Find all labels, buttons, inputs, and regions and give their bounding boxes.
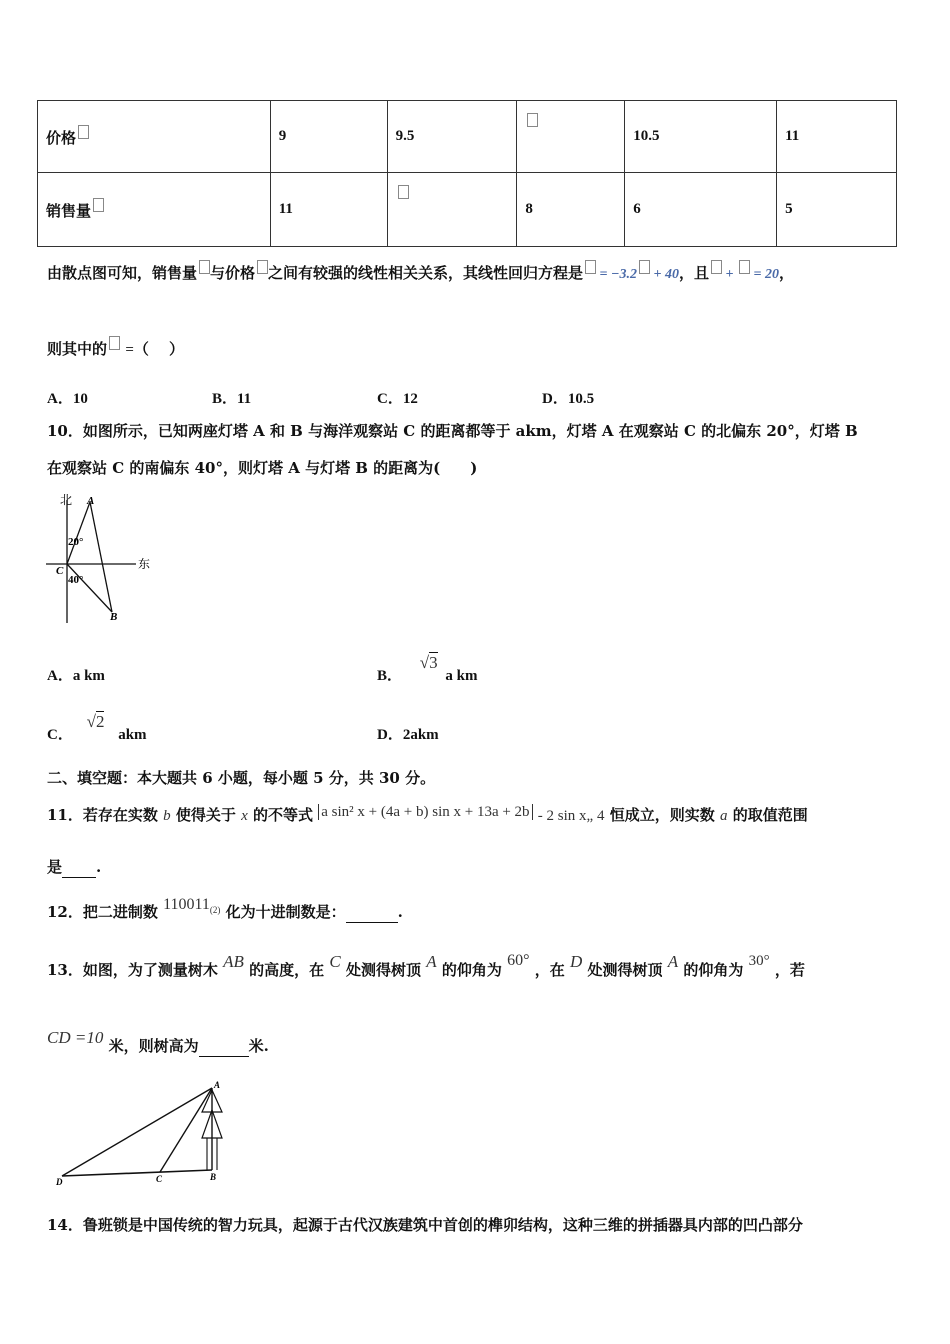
angle-20-label: 20° xyxy=(68,536,84,548)
lighthouse-figure xyxy=(40,490,160,630)
q9-eq: = xyxy=(125,342,134,358)
table-cell: 5 xyxy=(777,173,897,247)
q9-line1 xyxy=(47,260,794,285)
q9-option-a: A．10 xyxy=(47,391,88,407)
table-row-price xyxy=(38,101,897,173)
angle-40-label: 40° xyxy=(68,574,84,586)
q13-text: 的仰角为 xyxy=(683,961,744,979)
tree-figure xyxy=(50,1078,230,1188)
ground-line xyxy=(62,1170,212,1176)
q10-option-c: C． √2 akm xyxy=(47,712,147,743)
placeholder-glyph xyxy=(78,125,89,139)
q13-line2 xyxy=(47,1028,269,1057)
var-d: D xyxy=(569,952,583,971)
var-ab: AB xyxy=(223,952,244,971)
table-cell: 8 xyxy=(517,173,625,247)
q9-text: 与价格 xyxy=(210,264,256,282)
q13-text: 的高度，在 xyxy=(249,961,325,979)
var-c: C xyxy=(329,952,341,971)
q9-text: ， xyxy=(778,264,794,282)
q12-line xyxy=(47,896,403,928)
q11-text: 恒成立，则实数 xyxy=(609,806,715,824)
q10-option-a: A．a km xyxy=(47,668,105,684)
placeholder-glyph xyxy=(93,198,104,212)
placeholder-glyph xyxy=(739,260,750,274)
regression-equation: = −3.2 + 40 xyxy=(596,267,679,282)
table-cell: 11 xyxy=(270,173,387,247)
q9-option-b: B．11 xyxy=(212,391,252,407)
placeholder-glyph xyxy=(527,113,538,127)
var-b: b xyxy=(163,808,171,824)
table-cell xyxy=(517,101,625,173)
q11-text: 的取值范围 xyxy=(732,806,808,824)
q11-text: 11．若存在实数 xyxy=(47,806,158,824)
point-c-label: C xyxy=(156,1174,163,1184)
q11-line2 xyxy=(47,857,101,878)
q9-text: ，且 xyxy=(679,264,710,282)
q11-text: . xyxy=(96,858,102,876)
q13-text: 米. xyxy=(248,1037,269,1055)
q9-option-c: C．12 xyxy=(377,391,418,407)
q13-text: 13．如图，为了测量树木 xyxy=(47,961,218,979)
q9-text: 由散点图可知，销售量 xyxy=(47,264,198,282)
table-cell: 9.5 xyxy=(387,101,517,173)
q9-text: 则其中的 xyxy=(47,340,108,358)
answer-blank[interactable] xyxy=(199,1036,249,1057)
binary-number: $110011_{(2)}$ xyxy=(163,896,221,916)
q11-line1 xyxy=(47,805,808,826)
north-label: 北 xyxy=(60,493,73,507)
var-a: a xyxy=(719,808,728,824)
inequality-rhs: - 2 sin x„ 4 xyxy=(537,808,605,824)
table-cell xyxy=(387,173,517,247)
east-label: 东 xyxy=(138,557,151,571)
placeholder-glyph xyxy=(398,185,409,199)
q10-line1: 10．如图所示，已知两座灯塔 A 和 B 与海洋观察站 C 的距离都等于 akm，灯塔 A 在观察站 C 的北偏东 20°，灯塔 B xyxy=(47,422,858,440)
line-ab xyxy=(90,502,112,612)
point-a-label: A xyxy=(214,1080,221,1090)
placeholder-glyph xyxy=(109,336,120,350)
q9-text: 之间有较强的线性相关关系，其线性回归方程是 xyxy=(268,264,584,282)
line-cb xyxy=(67,564,112,612)
point-b-label: B xyxy=(210,1172,217,1182)
price-sales-table xyxy=(37,100,897,247)
q13-text: 米，则树高为 xyxy=(108,1037,199,1055)
angle-30: 30° xyxy=(748,953,770,969)
inequality-abs: a sin² x + (4a + b) sin x + 13a + 2b xyxy=(318,804,532,820)
q9-line2 xyxy=(47,336,184,360)
sum-equation: + = 20 xyxy=(722,267,779,282)
table-cell: 11 xyxy=(777,101,897,173)
q14-line1: 14．鲁班锁是中国传统的智力玩具，起源于古代汉族建筑中首创的榫卯结构，这种三维的拼插器具内部的凹凸部分 xyxy=(47,1216,803,1234)
sqrt3-symbol: √3 xyxy=(419,653,438,672)
table-cell: 6 xyxy=(625,173,777,247)
q13-text: 处测得树顶 xyxy=(345,961,421,979)
point-d-label: D xyxy=(56,1177,63,1187)
table-cell: 销售量 xyxy=(38,173,271,247)
line-ca xyxy=(67,502,90,564)
placeholder-glyph xyxy=(257,260,268,274)
q13-line1 xyxy=(47,952,805,981)
q10-option-d: D．2akm xyxy=(377,727,439,743)
placeholder-glyph xyxy=(711,260,722,274)
q13-text: ，若 xyxy=(774,961,805,979)
section-2-heading: 二、填空题：本大题共 6 小题，每小题 5 分，共 30 分。 xyxy=(47,769,436,787)
q13-text: 处测得树顶 xyxy=(587,961,663,979)
point-b-label: B xyxy=(110,611,118,623)
q12-text: 12．把二进制数 xyxy=(47,903,158,921)
point-c-label: C xyxy=(56,565,64,577)
angle-60: 60° xyxy=(507,952,530,969)
var-a: A xyxy=(426,952,437,971)
table-row-sales xyxy=(38,173,897,247)
q11-text: 的不等式 xyxy=(253,806,314,824)
table-cell: 9 xyxy=(270,101,387,173)
cd-equation: CD =10 xyxy=(47,1028,104,1047)
q11-text: 使得关于 xyxy=(175,806,236,824)
line-ca xyxy=(160,1088,212,1172)
point-a-label: A xyxy=(87,495,95,507)
answer-blank[interactable] xyxy=(62,857,96,878)
sqrt2-symbol: √2 xyxy=(86,712,105,731)
q9-option-d: D．10.5 xyxy=(542,391,595,407)
q12-text: . xyxy=(397,903,403,921)
placeholder-glyph xyxy=(639,260,650,274)
q13-text: ，在 xyxy=(534,961,565,979)
table-cell: 10.5 xyxy=(625,101,777,173)
var-x: x xyxy=(241,808,248,824)
q11-text: 是 xyxy=(47,858,63,876)
table-cell: 价格 xyxy=(38,101,271,173)
q12-text: 化为十进制数是： xyxy=(225,903,346,921)
answer-blank[interactable] xyxy=(346,902,398,923)
q10-line2: 在观察站 C 的南偏东 40°，则灯塔 A 与灯塔 B 的距离为( ) xyxy=(47,459,478,477)
line-da xyxy=(62,1088,212,1176)
q10-option-b: B． √3 a km xyxy=(377,653,478,684)
placeholder-glyph xyxy=(585,260,596,274)
var-a: A xyxy=(667,952,679,971)
q13-text: 的仰角为 xyxy=(441,961,502,979)
q9-paren: （ ） xyxy=(133,340,185,358)
placeholder-glyph xyxy=(199,260,210,274)
